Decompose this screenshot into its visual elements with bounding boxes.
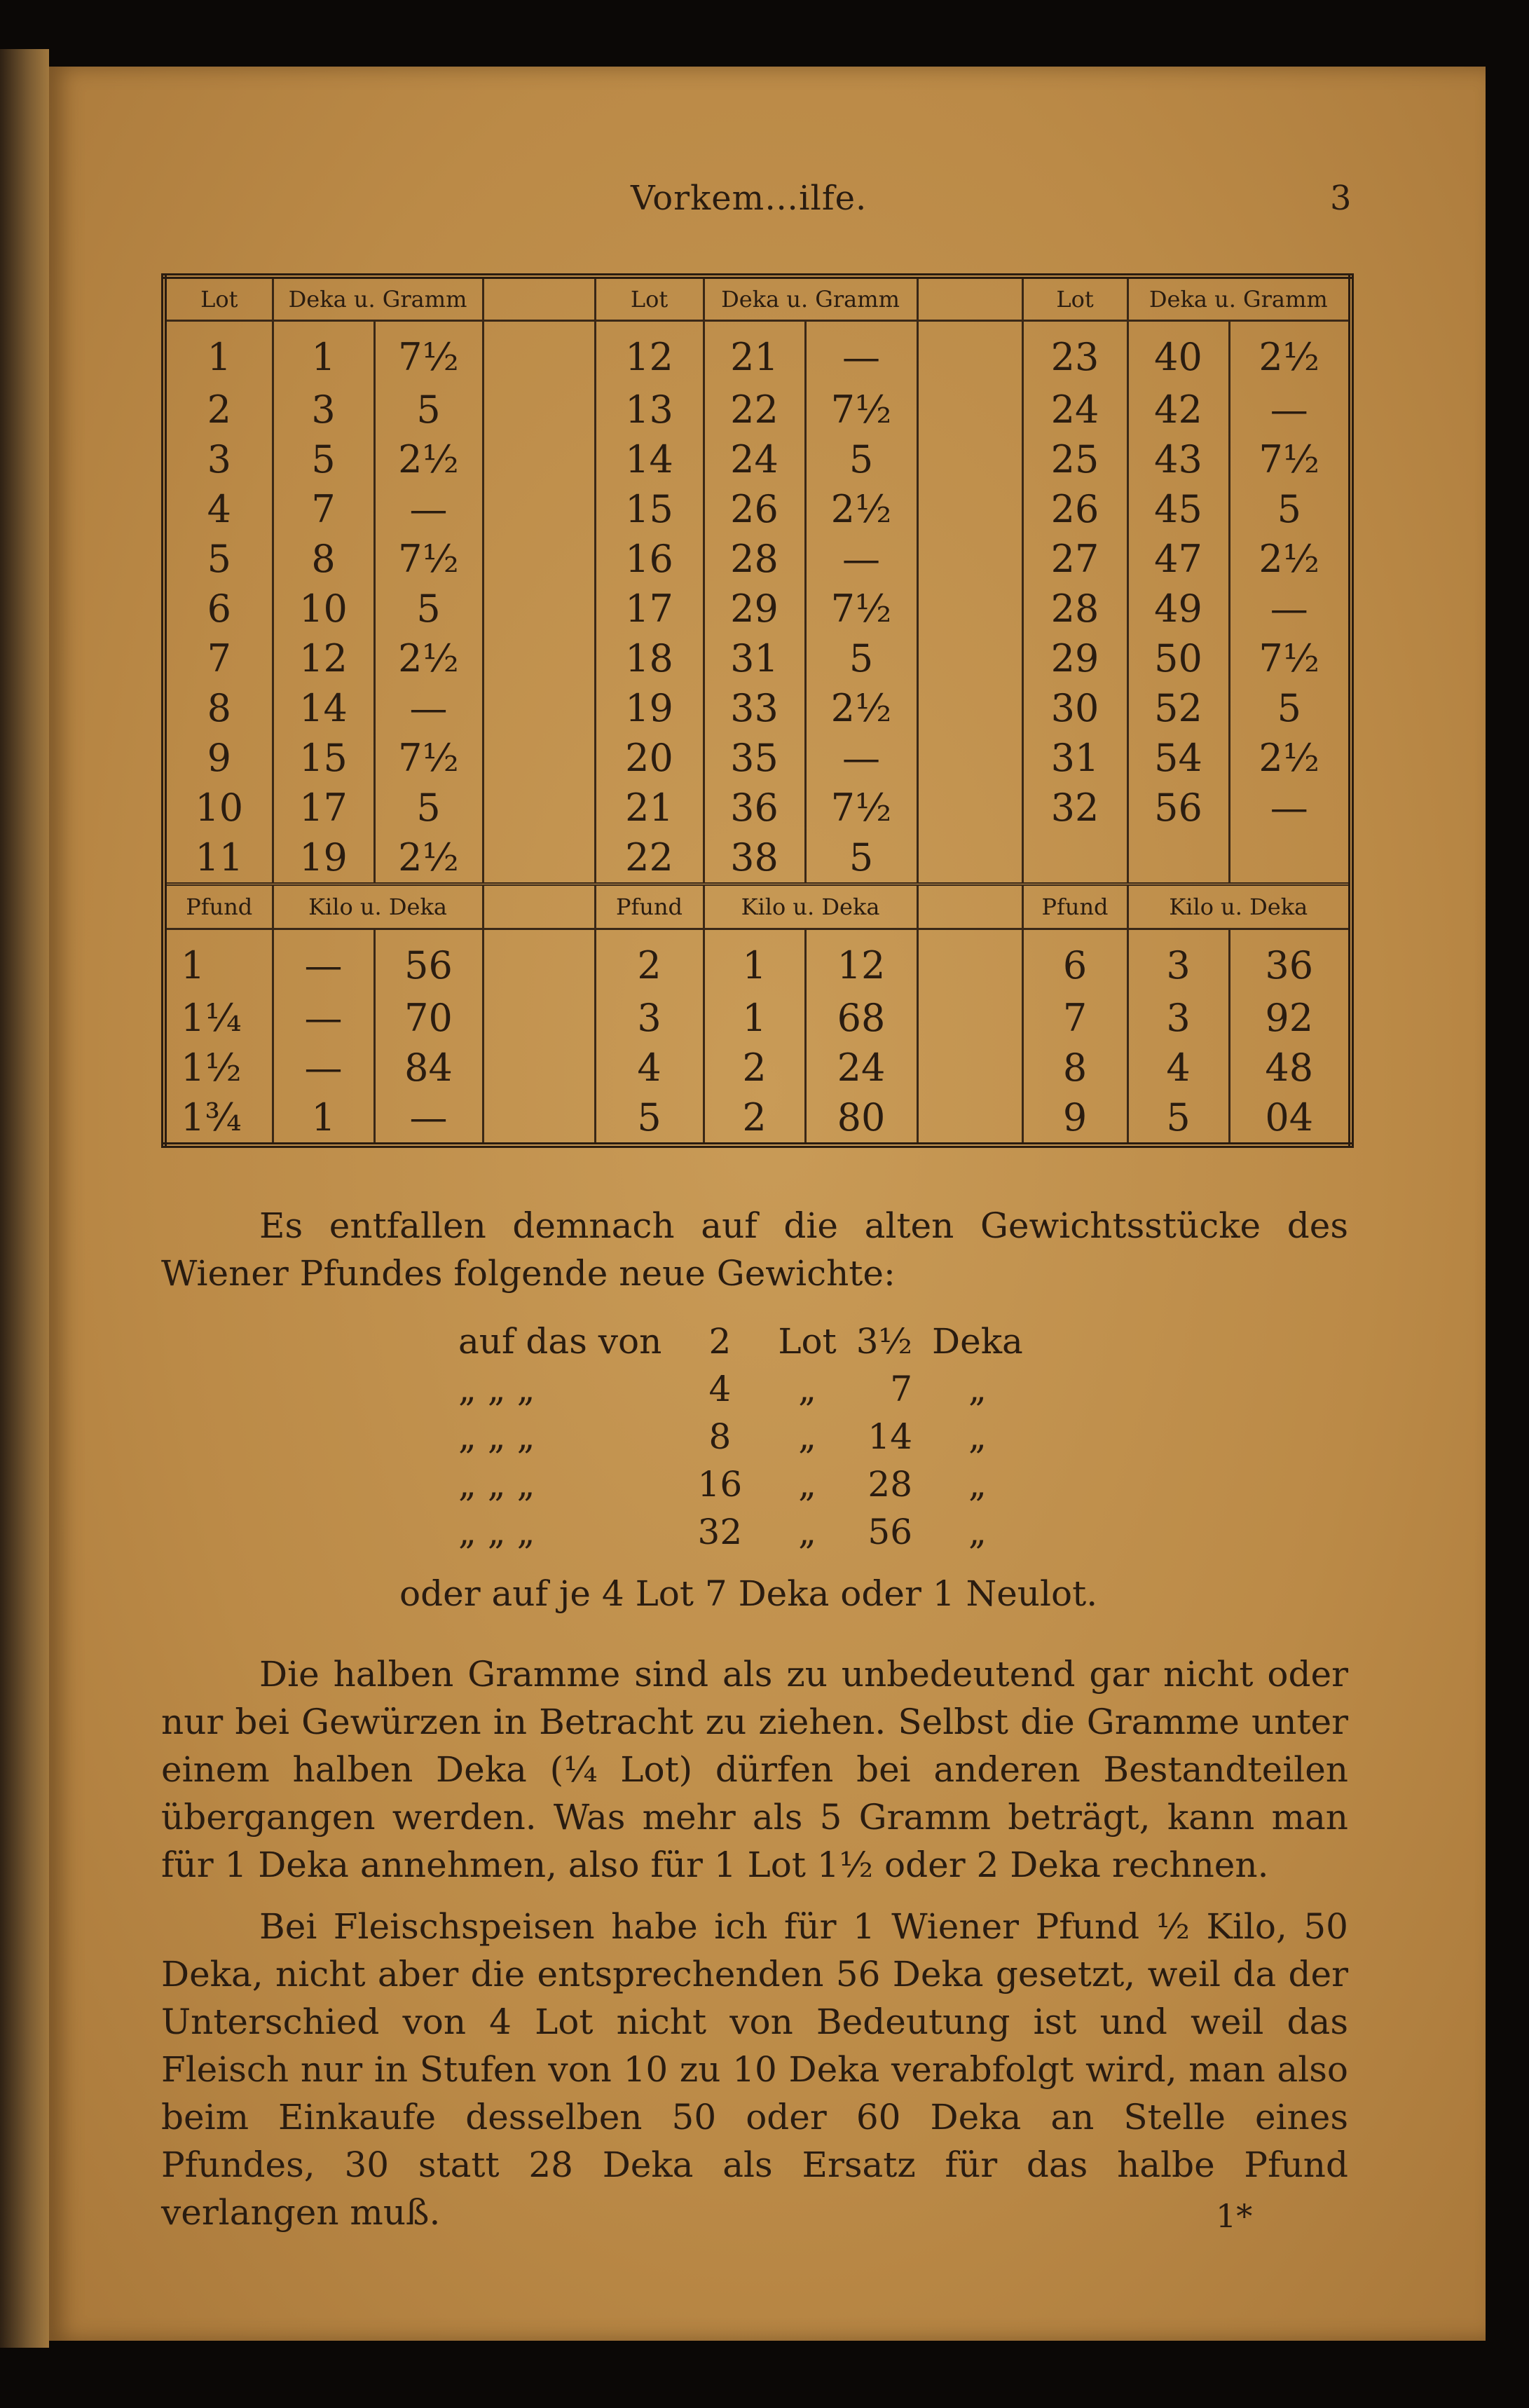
conversion-row bbox=[448, 1318, 1033, 1365]
gap-column bbox=[483, 584, 595, 634]
table-cell: 48 bbox=[1229, 1043, 1351, 1093]
table-cell: 2½ bbox=[374, 435, 483, 484]
conversion-deka: 56 bbox=[868, 1512, 913, 1552]
table-cell: 8 bbox=[1022, 1043, 1127, 1093]
table-cell: 26 bbox=[704, 484, 805, 534]
lot-row bbox=[164, 634, 1351, 683]
table-cell: 32 bbox=[1022, 783, 1127, 833]
lot-row bbox=[164, 683, 1351, 733]
table-cell: 5 bbox=[1127, 1093, 1229, 1145]
table-cell: 4 bbox=[595, 1043, 704, 1093]
table-cell: 3 bbox=[595, 993, 704, 1043]
table-cell: 17 bbox=[595, 584, 704, 634]
paragraph-half-grams: Die halben Gramme sind als zu unbedeutend gar nicht oder nur bei Gewürzen in Betracht zu ziehen. Selbst die Gramme unter einem halben Deka (¼ Lot) dürfen bei anderen Bestandteilen übergangen werden. Was mehr als 5 Gramm beträgt, kann man für 1 Deka annehmen, also für 1 Lot 1½ oder 2 Deka rechnen. bbox=[161, 1654, 1348, 1885]
conversion-lot: 16 bbox=[697, 1464, 743, 1505]
gap-column bbox=[917, 929, 1022, 994]
lot-row bbox=[164, 733, 1351, 783]
conversion-list bbox=[448, 1318, 1033, 1556]
gap-column bbox=[917, 435, 1022, 484]
table-cell: 80 bbox=[805, 1093, 917, 1145]
table-cell: 8 bbox=[273, 534, 374, 584]
gap-column bbox=[483, 929, 595, 994]
gap-column bbox=[483, 683, 595, 733]
weight-conversion-table bbox=[161, 273, 1354, 1148]
lot-row bbox=[164, 484, 1351, 534]
conversion-lot: 32 bbox=[697, 1512, 743, 1552]
conversion-lot: 4 bbox=[708, 1369, 732, 1409]
table-cell: — bbox=[273, 993, 374, 1043]
table-cell: 26 bbox=[1022, 484, 1127, 534]
conversion-deka: 3½ bbox=[856, 1321, 913, 1362]
table-cell: 16 bbox=[595, 534, 704, 584]
gap-column bbox=[483, 385, 595, 435]
gap-column bbox=[917, 484, 1022, 534]
table-cell: 7 bbox=[164, 634, 273, 683]
facing-page-edge bbox=[0, 49, 49, 2348]
table-cell: 1¼ bbox=[164, 993, 273, 1043]
table-cell: 15 bbox=[273, 733, 374, 783]
table-cell: 3 bbox=[273, 385, 374, 435]
conversion-footer: oder auf je 4 Lot 7 Deka oder 1 Neulot. bbox=[399, 1573, 1098, 1614]
pfund-header-row bbox=[164, 884, 1351, 929]
table-cell: 5 bbox=[1229, 484, 1351, 534]
table-cell: 56 bbox=[1127, 783, 1229, 833]
table-cell: 17 bbox=[273, 783, 374, 833]
table-cell: 2½ bbox=[1229, 534, 1351, 584]
table-cell: — bbox=[273, 1043, 374, 1093]
gap-column bbox=[917, 634, 1022, 683]
table-cell: 21 bbox=[704, 321, 805, 385]
table-cell: 22 bbox=[704, 385, 805, 435]
table-cell: 24 bbox=[704, 435, 805, 484]
signature-mark: 1* bbox=[1216, 2197, 1253, 2235]
table-cell: 40 bbox=[1127, 321, 1229, 385]
table-cell: 50 bbox=[1127, 634, 1229, 683]
table-cell bbox=[1127, 833, 1229, 884]
table-cell: 92 bbox=[1229, 993, 1351, 1043]
conversion-deka-unit: „ bbox=[968, 1464, 987, 1505]
conversion-lot: 2 bbox=[708, 1321, 732, 1362]
table-cell: 70 bbox=[374, 993, 483, 1043]
gap-column bbox=[917, 584, 1022, 634]
lot-header-row bbox=[164, 276, 1351, 321]
table-cell: 12 bbox=[805, 929, 917, 994]
paragraph-intro: Es entfallen demnach auf die alten Gewichtsstücke des Wiener Pfundes folgende neue Gewichte: bbox=[161, 1205, 1348, 1294]
gap-column bbox=[917, 1043, 1022, 1093]
table-cell: 14 bbox=[273, 683, 374, 733]
gap-column bbox=[917, 884, 1022, 929]
table-cell: 2 bbox=[704, 1093, 805, 1145]
table-cell: 1 bbox=[704, 993, 805, 1043]
table-cell: 1 bbox=[164, 929, 273, 994]
gap-column bbox=[917, 833, 1022, 884]
table-cell: 29 bbox=[704, 584, 805, 634]
col-header-sub: Kilo u. Deka bbox=[273, 884, 483, 929]
gap-column bbox=[483, 484, 595, 534]
gap-column bbox=[483, 276, 595, 321]
conversion-prefix: „ „ „ bbox=[458, 1369, 535, 1409]
table-cell: 7½ bbox=[805, 584, 917, 634]
table-cell: — bbox=[1229, 385, 1351, 435]
table-cell: 84 bbox=[374, 1043, 483, 1093]
table-cell: 10 bbox=[273, 584, 374, 634]
col-header-unit: Lot bbox=[1022, 276, 1127, 321]
lot-row bbox=[164, 321, 1351, 385]
table-cell: 4 bbox=[164, 484, 273, 534]
table-cell: 5 bbox=[1229, 683, 1351, 733]
gap-column bbox=[483, 993, 595, 1043]
table-cell: 10 bbox=[164, 783, 273, 833]
conversion-row bbox=[448, 1413, 1033, 1460]
table-cell: 6 bbox=[164, 584, 273, 634]
table-cell: 2½ bbox=[1229, 321, 1351, 385]
conversion-prefix: „ „ „ bbox=[458, 1464, 535, 1505]
running-head: Vorkem⁠…ilfe. bbox=[631, 179, 868, 218]
table-cell: 56 bbox=[374, 929, 483, 994]
table-cell: 36 bbox=[1229, 929, 1351, 994]
gap-column bbox=[917, 276, 1022, 321]
table-cell: 35 bbox=[704, 733, 805, 783]
table-cell: 2½ bbox=[805, 484, 917, 534]
table-cell: 7½ bbox=[1229, 634, 1351, 683]
page-number: 3 bbox=[1330, 179, 1352, 218]
table-cell: 9 bbox=[1022, 1093, 1127, 1145]
table-cell: 31 bbox=[1022, 733, 1127, 783]
table-cell: 7 bbox=[1022, 993, 1127, 1043]
conversion-deka: 7 bbox=[890, 1369, 913, 1409]
conversion-deka-unit: „ bbox=[968, 1512, 987, 1552]
table-cell: 28 bbox=[704, 534, 805, 584]
table-cell: 19 bbox=[595, 683, 704, 733]
conversion-lot-unit: „ bbox=[798, 1464, 816, 1505]
table-cell: 5 bbox=[805, 634, 917, 683]
table-cell: 5 bbox=[374, 584, 483, 634]
conversion-prefix: auf das von bbox=[458, 1321, 662, 1362]
table-cell: 15 bbox=[595, 484, 704, 534]
table-cell: — bbox=[1229, 584, 1351, 634]
pfund-row bbox=[164, 1043, 1351, 1093]
table-cell: 19 bbox=[273, 833, 374, 884]
table-cell: 2½ bbox=[374, 833, 483, 884]
table-cell: 1 bbox=[273, 321, 374, 385]
table-cell: 12 bbox=[595, 321, 704, 385]
table-cell: — bbox=[374, 484, 483, 534]
table-cell: 52 bbox=[1127, 683, 1229, 733]
pfund-row bbox=[164, 929, 1351, 994]
lot-row bbox=[164, 833, 1351, 884]
table-cell: 5 bbox=[164, 534, 273, 584]
conversion-lot-unit: Lot bbox=[778, 1321, 837, 1362]
col-header-unit: Pfund bbox=[1022, 884, 1127, 929]
table-cell: 33 bbox=[704, 683, 805, 733]
table-cell: 43 bbox=[1127, 435, 1229, 484]
conversion-prefix: „ „ „ bbox=[458, 1416, 535, 1457]
gap-column bbox=[917, 1093, 1022, 1145]
gap-column bbox=[483, 321, 595, 385]
gap-column bbox=[483, 1093, 595, 1145]
table-cell: 2 bbox=[704, 1043, 805, 1093]
col-header-sub: Deka u. Gramm bbox=[1127, 276, 1351, 321]
table-cell: 5 bbox=[374, 385, 483, 435]
gap-column bbox=[917, 321, 1022, 385]
paragraph-meat-dishes: Bei Fleischspeisen habe ich für 1 Wiener Pfund ½ Kilo, 50 Deka, nicht aber die entsprechenden 56 Deka gesetzt, weil da der Unterschied von 4 Lot nicht von Bedeutung ist und weil das Fleisch nur in Stufen von 10 zu 10 Deka verabfolgt wird, man also beim Einkaufe desselben 50 oder 60 Deka an Stelle eines Pfundes, 30 statt 28 Deka als Ersatz für das halbe Pfund verlangen muß. bbox=[161, 1906, 1348, 2233]
table-cell: 20 bbox=[595, 733, 704, 783]
table-cell: 45 bbox=[1127, 484, 1229, 534]
table-cell: — bbox=[374, 1093, 483, 1145]
conversion-deka-unit: „ bbox=[968, 1416, 987, 1457]
col-header-sub: Kilo u. Deka bbox=[704, 884, 917, 929]
table-cell: 5 bbox=[273, 435, 374, 484]
conversion-row bbox=[448, 1460, 1033, 1508]
conversion-lot: 8 bbox=[708, 1416, 732, 1457]
table-cell: 5 bbox=[595, 1093, 704, 1145]
table-cell: 04 bbox=[1229, 1093, 1351, 1145]
lot-row bbox=[164, 584, 1351, 634]
table-cell: 29 bbox=[1022, 634, 1127, 683]
table-cell: — bbox=[273, 929, 374, 994]
table-cell: 3 bbox=[1127, 993, 1229, 1043]
conversion-lot-unit: „ bbox=[798, 1369, 816, 1409]
table-cell: — bbox=[1229, 783, 1351, 833]
gap-column bbox=[483, 833, 595, 884]
table-cell: 54 bbox=[1127, 733, 1229, 783]
table-cell: 68 bbox=[805, 993, 917, 1043]
table-cell: 7½ bbox=[374, 321, 483, 385]
table-cell: 1½ bbox=[164, 1043, 273, 1093]
table-cell: 31 bbox=[704, 634, 805, 683]
table-cell: 6 bbox=[1022, 929, 1127, 994]
lot-row bbox=[164, 435, 1351, 484]
table-cell: 7 bbox=[273, 484, 374, 534]
gap-column bbox=[917, 733, 1022, 783]
conversion-lot-unit: „ bbox=[798, 1512, 816, 1552]
table-cell: 47 bbox=[1127, 534, 1229, 584]
table-cell: 13 bbox=[595, 385, 704, 435]
table-cell: 38 bbox=[704, 833, 805, 884]
table-cell: 24 bbox=[805, 1043, 917, 1093]
table-cell: 7½ bbox=[805, 783, 917, 833]
conversion-deka-unit: „ bbox=[968, 1369, 987, 1409]
gap-column bbox=[483, 783, 595, 833]
table-cell: 2 bbox=[595, 929, 704, 994]
table-cell: 14 bbox=[595, 435, 704, 484]
col-header-sub: Deka u. Gramm bbox=[704, 276, 917, 321]
table-cell: 42 bbox=[1127, 385, 1229, 435]
table-cell: 23 bbox=[1022, 321, 1127, 385]
conversion-row bbox=[448, 1365, 1033, 1413]
gap-column bbox=[483, 1043, 595, 1093]
table-cell: 9 bbox=[164, 733, 273, 783]
table-cell: 11 bbox=[164, 833, 273, 884]
table-cell: 28 bbox=[1022, 584, 1127, 634]
table-cell: 12 bbox=[273, 634, 374, 683]
conversion-prefix: „ „ „ bbox=[458, 1512, 535, 1552]
table-cell: 7½ bbox=[374, 733, 483, 783]
conversion-deka: 28 bbox=[868, 1464, 913, 1505]
table-cell: 5 bbox=[374, 783, 483, 833]
table-cell: 22 bbox=[595, 833, 704, 884]
gap-column bbox=[483, 884, 595, 929]
pfund-row bbox=[164, 1093, 1351, 1145]
table-cell: 1 bbox=[273, 1093, 374, 1145]
col-header-sub: Deka u. Gramm bbox=[273, 276, 483, 321]
table-cell: 49 bbox=[1127, 584, 1229, 634]
table-cell: — bbox=[805, 733, 917, 783]
gap-column bbox=[483, 733, 595, 783]
lot-row bbox=[164, 534, 1351, 584]
table-cell bbox=[1229, 833, 1351, 884]
table-cell: — bbox=[374, 683, 483, 733]
gap-column bbox=[917, 993, 1022, 1043]
col-header-unit: Lot bbox=[595, 276, 704, 321]
conversion-lot-unit: „ bbox=[798, 1416, 816, 1457]
gap-column bbox=[917, 534, 1022, 584]
table-cell: 18 bbox=[595, 634, 704, 683]
table-cell: 2½ bbox=[1229, 733, 1351, 783]
table-cell: 2½ bbox=[374, 634, 483, 683]
table-cell: 24 bbox=[1022, 385, 1127, 435]
table-cell: 30 bbox=[1022, 683, 1127, 733]
pfund-row bbox=[164, 993, 1351, 1043]
conversion-deka-unit: Deka bbox=[932, 1321, 1023, 1362]
gap-column bbox=[917, 683, 1022, 733]
table-cell: 7½ bbox=[1229, 435, 1351, 484]
table-cell: 3 bbox=[164, 435, 273, 484]
table-cell: 2½ bbox=[805, 683, 917, 733]
table-cell: 25 bbox=[1022, 435, 1127, 484]
conversion-deka: 14 bbox=[868, 1416, 913, 1457]
table-cell: 2 bbox=[164, 385, 273, 435]
gap-column bbox=[917, 783, 1022, 833]
table-cell: 1¾ bbox=[164, 1093, 273, 1145]
gap-column bbox=[917, 385, 1022, 435]
table-cell: 7½ bbox=[805, 385, 917, 435]
table-cell: 1 bbox=[164, 321, 273, 385]
table-cell: 5 bbox=[805, 833, 917, 884]
table-cell: 7½ bbox=[374, 534, 483, 584]
table-cell: — bbox=[805, 321, 917, 385]
table-cell: 4 bbox=[1127, 1043, 1229, 1093]
col-header-sub: Kilo u. Deka bbox=[1127, 884, 1351, 929]
conversion-row bbox=[448, 1508, 1033, 1556]
table-cell bbox=[1022, 833, 1127, 884]
col-header-unit: Pfund bbox=[595, 884, 704, 929]
gap-column bbox=[483, 435, 595, 484]
col-header-unit: Lot bbox=[164, 276, 273, 321]
table-cell: 27 bbox=[1022, 534, 1127, 584]
table-cell: — bbox=[805, 534, 917, 584]
table-cell: 5 bbox=[805, 435, 917, 484]
gap-column bbox=[483, 534, 595, 584]
table-cell: 36 bbox=[704, 783, 805, 833]
table-cell: 3 bbox=[1127, 929, 1229, 994]
gap-column bbox=[483, 634, 595, 683]
table-cell: 21 bbox=[595, 783, 704, 833]
lot-row bbox=[164, 385, 1351, 435]
col-header-unit: Pfund bbox=[164, 884, 273, 929]
lot-row bbox=[164, 783, 1351, 833]
table-cell: 8 bbox=[164, 683, 273, 733]
table-cell: 1 bbox=[704, 929, 805, 994]
